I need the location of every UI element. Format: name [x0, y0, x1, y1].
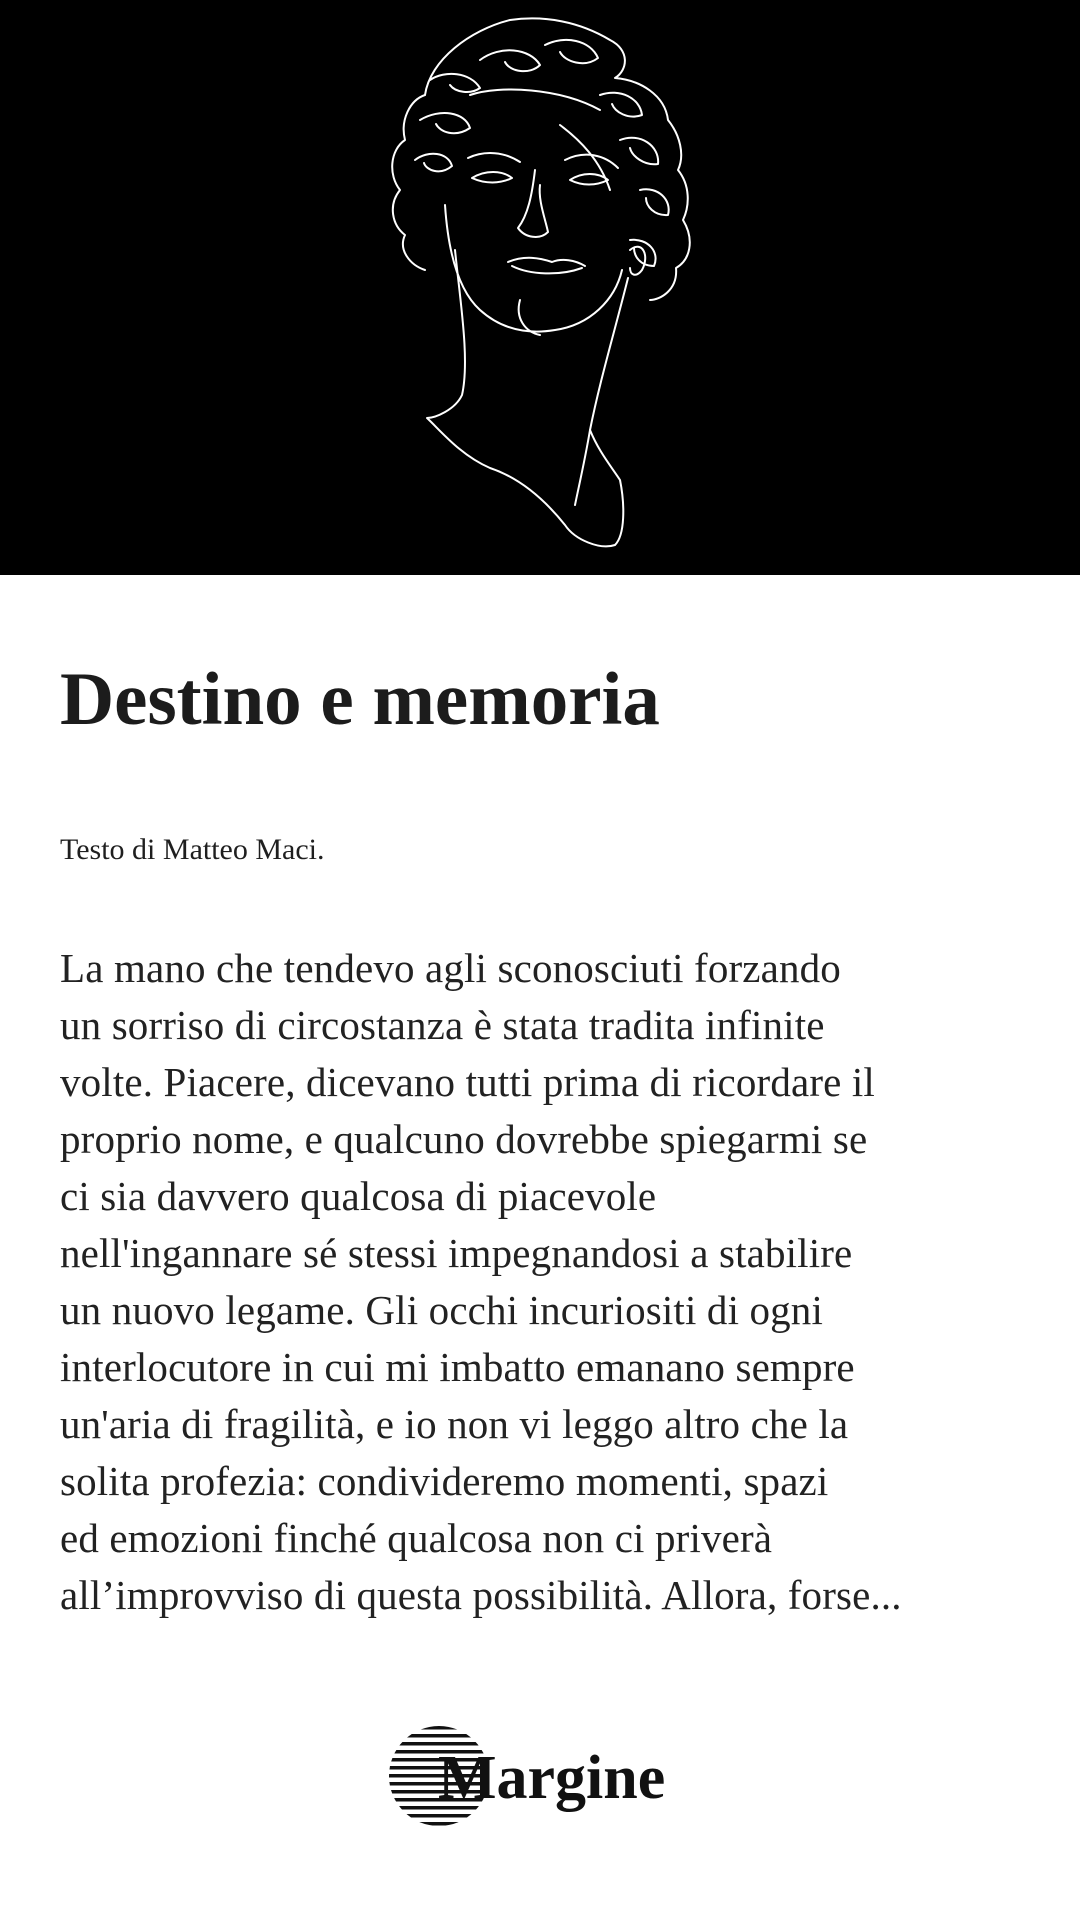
article-byline: Testo di Matteo Maci. — [60, 833, 325, 866]
excerpt-line: all’improvviso di questa possibilità. Allora, forse... — [60, 1572, 902, 1618]
article-excerpt — [60, 940, 1030, 1624]
excerpt-line: volte. Piacere, dicevano tutti prima di ricordare il — [60, 1059, 875, 1105]
hero-banner — [0, 0, 1080, 575]
excerpt-line: un sorriso di circostanza è stata tradita infinite — [60, 1002, 825, 1048]
excerpt-line: ed emozioni finché qualcosa non ci priverà — [60, 1515, 773, 1561]
brand-name: Margine — [438, 1743, 666, 1812]
excerpt-line: proprio nome, e qualcuno dovrebbe spiegarmi se — [60, 1116, 868, 1162]
margine-logo — [388, 1718, 665, 1833]
excerpt-line: solita profezia: condivideremo momenti, spazi — [60, 1458, 829, 1504]
excerpt-line: un'aria di fragilità, e io non vi leggo altro che la — [60, 1401, 849, 1447]
excerpt-line: un nuovo legame. Gli occhi incuriositi di ogni — [60, 1287, 823, 1333]
excerpt-line: nell'ingannare sé stessi impegnandosi a stabilire — [60, 1230, 853, 1276]
excerpt-line: La mano che tendevo agli sconosciuti forzando — [60, 945, 841, 991]
excerpt-line: interlocutore in cui mi imbatto emanano sempre — [60, 1344, 855, 1390]
excerpt-line: ci sia davvero qualcosa di piacevole — [60, 1173, 657, 1219]
article-title: Destino e memoria — [60, 658, 660, 741]
bust-illustration — [0, 0, 1080, 575]
